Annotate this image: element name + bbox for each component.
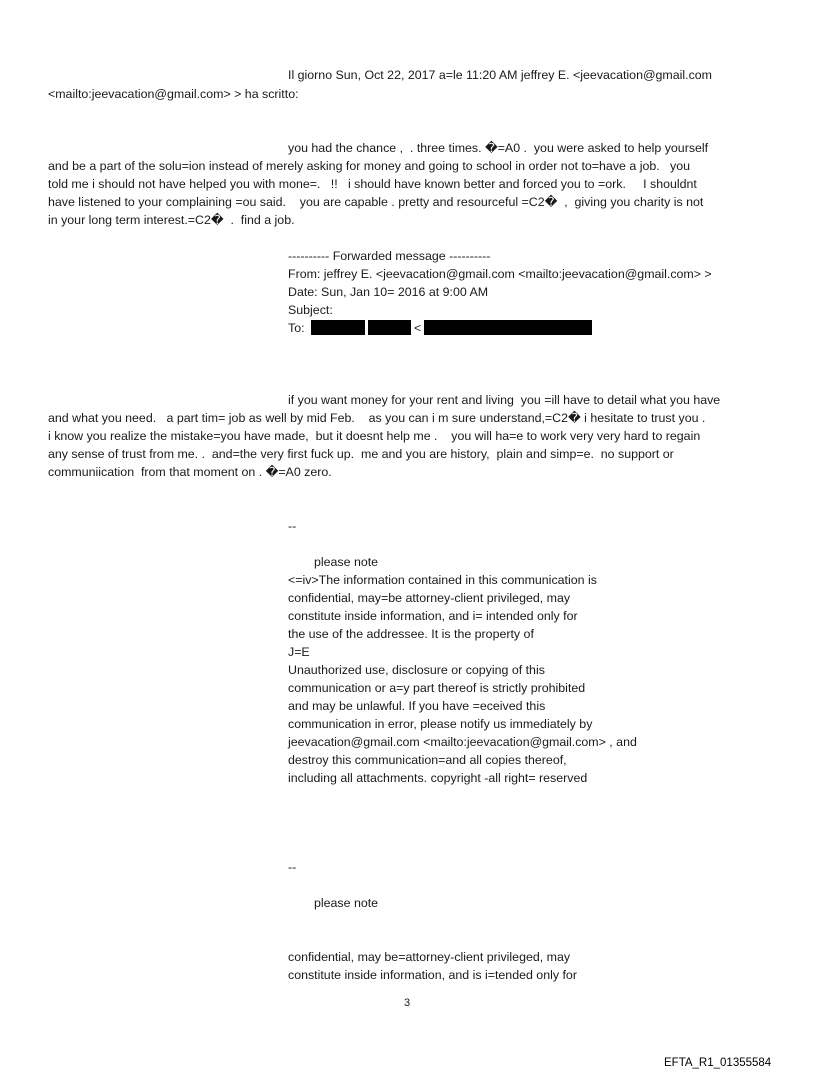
message-1-line: told me i should not have helped you with mone=. !! i should have known better and forced you to =ork. I shouldnt — [48, 177, 697, 191]
redaction-bar — [424, 320, 592, 335]
please-note: please note — [314, 896, 379, 910]
message-2-line: if you want money for your rent and living you =ill have to detail what you have — [288, 393, 721, 407]
forwarded-date: Date: Sun, Jan 10= 2016 at 9:00 AM — [288, 285, 489, 299]
message-2-line: any sense of trust from me. . and=the very first fuck up. me and you are history, plain and simp=e. no support or — [48, 447, 674, 461]
disclaimer-line: confidential, may be=attorney-client privileged, may — [288, 950, 571, 964]
forwarded-to-label: To: — [288, 321, 305, 335]
disclaimer-line: communication or a=y part thereof is strictly prohibited — [288, 681, 586, 695]
reply-header-line-1: Il giorno Sun, Oct 22, 2017 a=le 11:20 AM jeffrey E. <jeevacation@gmail.com — [288, 68, 713, 82]
redaction-bar — [311, 320, 365, 335]
disclaimer-line: confidential, may=be attorney-client privileged, may — [288, 591, 571, 605]
disclaimer-line: and may be unlawful. If you have =eceived this — [288, 699, 546, 713]
message-1-line: you had the chance , . three times. �=A0 . you were asked to help yourself — [288, 141, 709, 155]
disclaimer-line: J=E — [288, 645, 310, 659]
message-1-line: have listened to your complaining =ou said. you are capable . pretty and resourceful =C2� , giving you charity is not — [48, 195, 704, 209]
page-number: 3 — [404, 997, 411, 1009]
disclaimer-line: including all attachments. copyright -all right= reserved — [288, 771, 588, 785]
document-id: EFTA_R1_01355584 — [664, 1057, 772, 1069]
signature-dashes: -- — [288, 519, 297, 533]
disclaimer-line: jeevacation@gmail.com <mailto:jeevacation@gmail.com> , and — [288, 735, 637, 749]
message-2-line: communiication from that moment on . �=A0 zero. — [48, 465, 332, 479]
disclaimer-line: destroy this communication=and all copies thereof, — [288, 753, 567, 767]
disclaimer-line: constitute inside information, and is i=tended only for — [288, 968, 577, 982]
disclaimer-line: <=iv>The information contained in this communication is — [288, 573, 597, 587]
signature-dashes: -- — [288, 860, 297, 874]
forwarded-subject: Subject: — [288, 303, 333, 317]
disclaimer-line: the use of the addressee. It is the property of — [288, 627, 534, 641]
message-1-line: and be a part of the solu=ion instead of merely asking for money and going to school in order not to=have a job. you — [48, 159, 690, 173]
forwarded-separator: ---------- Forwarded message ---------- — [288, 249, 491, 263]
please-note: please note — [314, 555, 379, 569]
disclaimer-line: communication in error, please notify us immediately by — [288, 717, 593, 731]
disclaimer-line: Unauthorized use, disclosure or copying of this — [288, 663, 545, 677]
forwarded-to-bracket: < — [414, 321, 422, 335]
message-2-line: i know you realize the mistake=you have made, but it doesnt help me . you will ha=e to work very very hard to regain — [48, 429, 701, 443]
redaction-bar — [368, 320, 411, 335]
forwarded-from: From: jeffrey E. <jeevacation@gmail.com <mailto:jeevacation@gmail.com> > — [288, 267, 712, 281]
disclaimer-line: constitute inside information, and i= intended only for — [288, 609, 578, 623]
message-2-line: and what you need. a part tim= job as well by mid Feb. as you can i m sure understand,=C2� i hesitate to trust you . — [48, 411, 706, 425]
reply-header-line-2: <mailto:jeevacation@gmail.com> > ha scritto: — [48, 87, 299, 101]
message-1-line: in your long term interest.=C2� . find a job. — [48, 213, 295, 227]
